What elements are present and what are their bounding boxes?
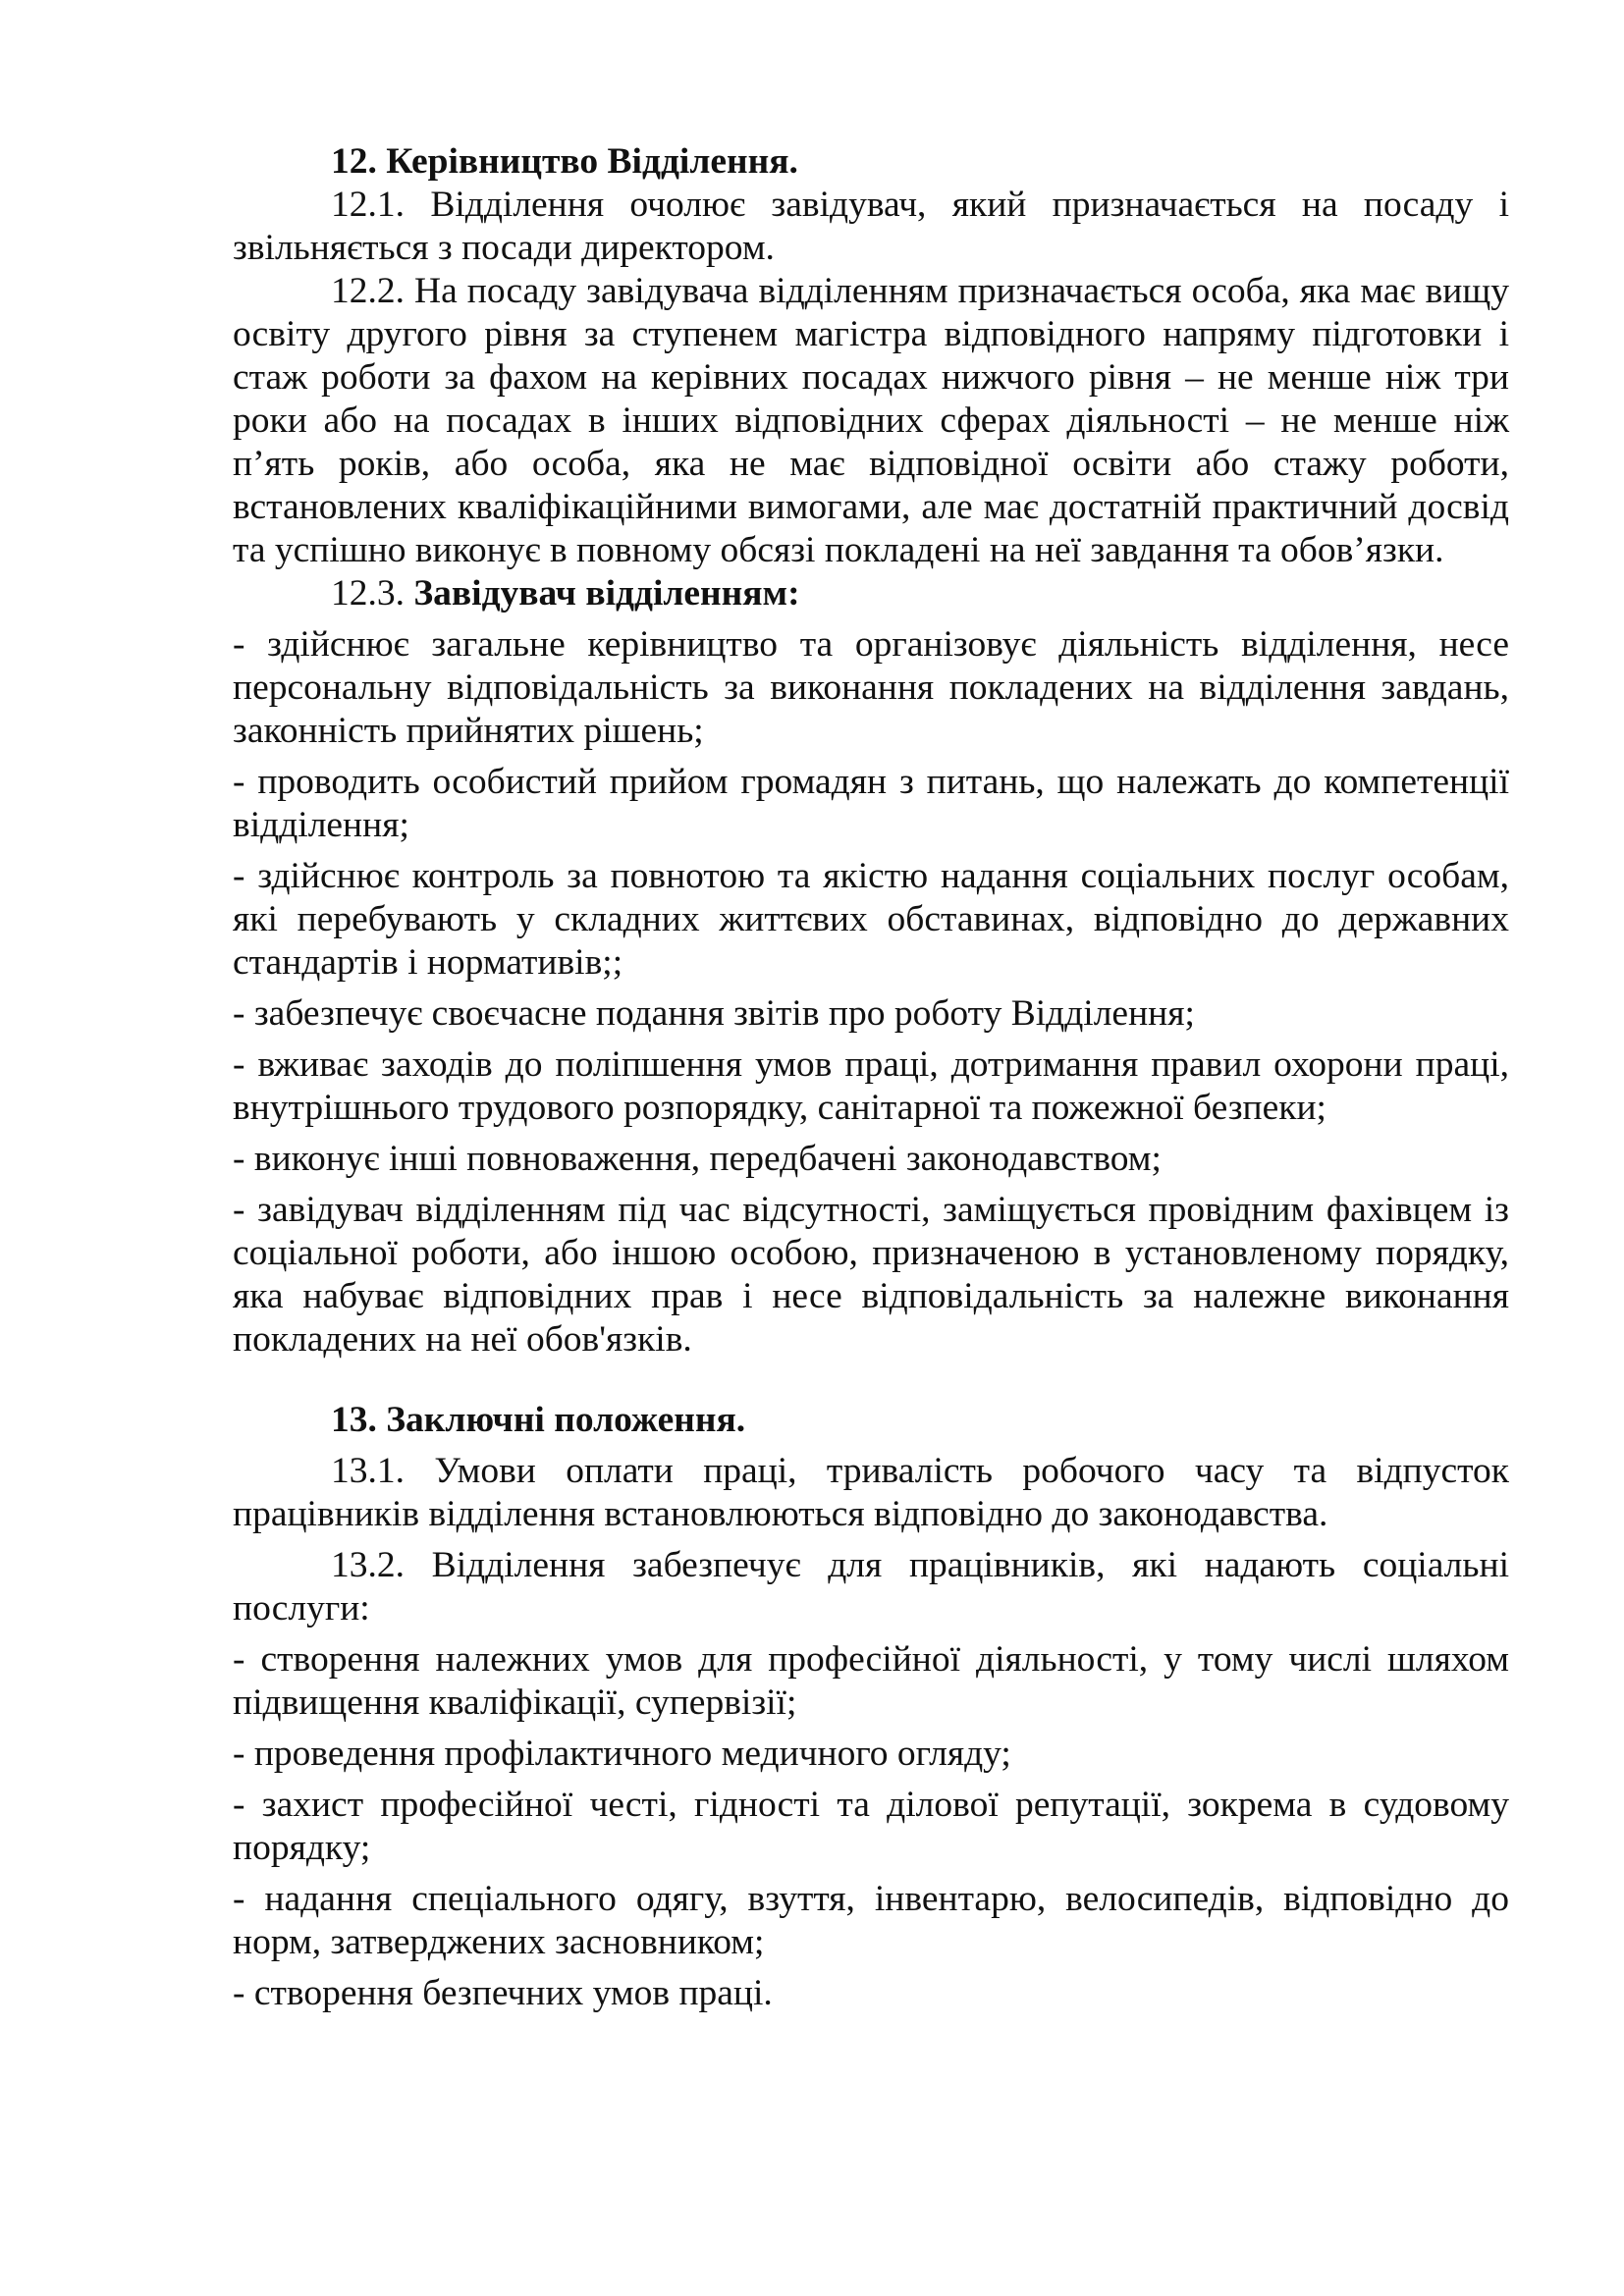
list-item: - захист професійної честі, гідності та ділової репутації, зокрема в судовому порядку; (233, 1785, 1509, 1868)
list-item: - виконує інші повноваження, передбачені законодавством; (233, 1139, 1162, 1179)
list-item: - забезпечує своєчасне подання звітів про роботу Відділення; (233, 993, 1195, 1034)
list-item: - здійснює загальне керівництво та організовує діяльність відділення, несе персональну відповідальність за виконання покладених на відділення завдань, законність прийнятих рішень; (233, 624, 1509, 751)
paragraph-12-3-number: 12.3. (331, 573, 414, 614)
list-item: - завідувач відділенням під час відсутності, заміщується провідним фахівцем із соціальної роботи, або іншою особою, призначеною в установленому порядку, яка набуває відповідних прав і несе відповідальність за належне виконання покладених на неї обов'язків. (233, 1190, 1509, 1360)
section-spacer (233, 1362, 1509, 1399)
paragraph-12-1: 12.1. Відділення очолює завідувач, який призначається на посаду і звільняється з посади директором. (233, 185, 1509, 268)
list-item: - надання спеціального одягу, взуття, інвентарю, велосипедів, відповідно до норм, затверджених засновником; (233, 1879, 1509, 1962)
list-item: - проведення профілактичного медичного огляду; (233, 1734, 1011, 1774)
document-page (233, 140, 1509, 2015)
list-item: - проводить особистий прийом громадян з питань, що належать до компетенції відділення; (233, 762, 1509, 845)
section-13-heading: 13. Заключні положення. (331, 1400, 746, 1440)
paragraph-12-2: 12.2. На посаду завідувача відділенням призначається особа, яка має вищу освіту другого рівня за ступенем магістра відповідного напряму підготовки і стаж роботи за фахом на керівних посадах нижчого рівня – не менше ніж три роки або на посадах в інших відповідних сферах діяльності – не менше ніж п’ять років, або особа, яка не має відповідної освіти або стажу роботи, встановлених кваліфікаційними вимогами, але має достатній практичний досвід та успішно виконує в повному обсязі покладені на неї завдання та обов’язки. (233, 271, 1509, 570)
paragraph-13-1: 13.1. Умови оплати праці, тривалість робочого часу та відпусток працівників відділення встановлюються відповідно до законодавства. (233, 1451, 1509, 1534)
paragraph-12-3-title: Завідувач відділенням: (413, 573, 800, 614)
section-12-heading: 12. Керівництво Відділення. (331, 141, 798, 182)
paragraph-12-3 (233, 572, 1509, 615)
list-item: - здійснює контроль за повнотою та якістю надання соціальних послуг особам, які перебувають у складних життєвих обставинах, відповідно до державних стандартів і нормативів;; (233, 856, 1509, 983)
paragraph-13-2: 13.2. Відділення забезпечує для працівників, які надають соціальні послуги: (233, 1545, 1509, 1629)
list-item: - вживає заходів до поліпшення умов праці, дотримання правил охорони праці, внутрішнього трудового розпорядку, санітарної та пожежної безпеки; (233, 1044, 1509, 1128)
list-item: - створення безпечних умов праці. (233, 1973, 773, 2013)
list-item: - створення належних умов для професійної діяльності, у тому числі шляхом підвищення кваліфікації, супервізії; (233, 1639, 1509, 1723)
